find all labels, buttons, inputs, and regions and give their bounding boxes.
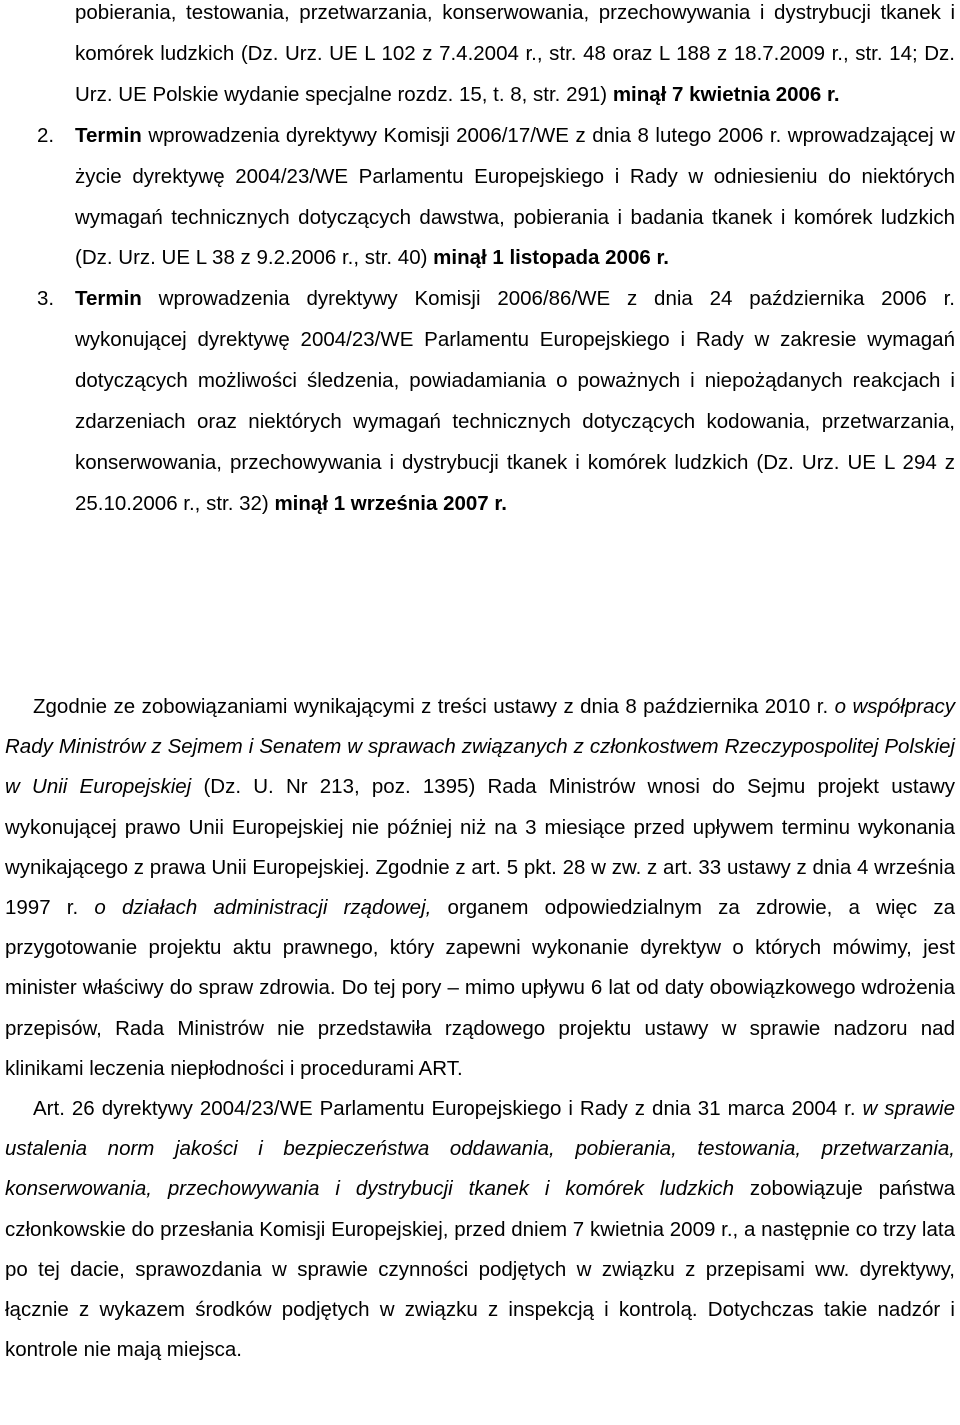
paragraph-2-lead: Art. 26 dyrektywy 2004/23/WE Parlamentu Europejskiego i Rady z dnia 31 marca 2004 r. [33,1097,856,1121]
list-item-1 [75,0,955,116]
list-item-2 [37,116,955,280]
body-text [5,687,955,1370]
list-item-2-lead: Termin [75,123,142,147]
list-item-3 [37,279,955,524]
paragraph-2-directive-title: w sprawie ustalenia norm jakości i bezpieczeństwa oddawania, pobierania, testowania, przetwarzania, konserwowania, przechowywania i dystrybucji tkanek i komórek ludzkich [5,1097,955,1201]
paragraph-1-middle: (Dz. U. Nr 213, poz. 1395) Rada Ministrów wnosi do Sejmu projekt ustawy wykonującej prawo Unii Europejskiej nie później niż na 3 miesiące przed upływem terminu wykonania wynikającego z prawa Unii Europejskiej. Zgodnie z art. 5 pkt. 28 w zw. z art. 33 ustawy z dnia 4 września 1997 r. [5,775,955,920]
list-item-1-text: pobierania, testowania, przetwarzania, konserwowania, przechowywania i dystrybucji tkanek i komórek ludzkich (Dz. Urz. UE L 102 z 7.4.2004 r., str. 48 oraz L 188 z 18.7.2009 r., str. 14; Dz. Urz. UE Polskie wydanie specjalne rozdz. 15, t. 8, str. 291) [75,1,955,106]
paragraph-1-act-title-2: o działach administracji rządowej, [94,896,432,920]
paragraph-2-tail: zobowiązuje państwa członkowskie do przesłania Komisji Europejskiej, przed dniem 7 kwietnia 2009 r., a następnie co trzy lata po tej dacie, sprawozdania w sprawie czynności podjętych w związku z przepisami ww. dyrektywy, łącznie z wykazem środków podjętych w związku z inspekcją i kontrolą. Dotychczas takie nadzór i kontrole nie mają miejsca. [5,1177,955,1362]
paragraph-art-26 [5,1089,955,1370]
list-item-1-deadline: minął 7 kwietnia 2006 r. [612,82,840,106]
list-item-3-lead: Termin [75,287,142,311]
paragraph-1-lead: Zgodnie ze zobowiązaniami wynikającymi z treści ustawy z dnia 8 października 2010 r. [33,695,829,718]
deadline-list [37,0,955,525]
list-item-3-number: 3. [37,287,55,311]
list-item-3-deadline: minął 1 września 2007 r. [274,491,507,515]
paragraph-1-tail: organem odpowiedzialnym za zdrowie, a więc za przygotowanie projektu aktu prawnego, który zapewni wykonanie dyrektyw o których mówimy, jest minister właściwy do spraw zdrowia. Do tej pory – mimo upływu 6 lat od daty obowiązkowego wdrożenia przepisów, Rada Ministrów nie przedstawiła rządowego projektu ustawy w sprawie nadzoru nad klinikami leczenia niepłodności i procedurami ART. [5,896,956,1080]
list-item-2-text: wprowadzenia dyrektywy Komisji 2006/17/WE z dnia 8 lutego 2006 r. wprowadzającej w życie dyrektywę 2004/23/WE Parlamentu Europejskiego i Rady w odniesieniu do niektórych wymagań technicznych dotyczących dawstwa, pobierania i badania tkanek i komórek ludzkich (Dz. Urz. UE L 38 z 9.2.2006 r., str. 40) [75,123,955,270]
list-item-2-deadline: minął 1 listopada 2006 r. [433,246,670,270]
paragraph-1-act-title: o współpracy Rady Ministrów z Sejmem i Senatem w sprawach związanych z członkostwem Rzeczypospolitej Polskiej w Unii Europejskiej [5,695,955,799]
list-item-3-text: wprowadzenia dyrektywy Komisji 2006/86/WE z dnia 24 października 2006 r. wykonującej dyrektywę 2004/23/WE Parlamentu Europejskiego i Rady w zakresie wymagań dotyczących możliwości śledzenia, powiadamiania o poważnych i niepożądanych reakcjach i zdarzeniach oraz niektórych wymagań technicznych dotyczących kodowania, przetwarzania, konserwowania, przechowywania i dystrybucji tkanek i komórek ludzkich (Dz. Urz. UE L 294 z 25.10.2006 r., str. 32) [75,287,955,515]
paragraph-obligations [5,687,955,1089]
list-item-2-number: 2. [37,123,55,147]
